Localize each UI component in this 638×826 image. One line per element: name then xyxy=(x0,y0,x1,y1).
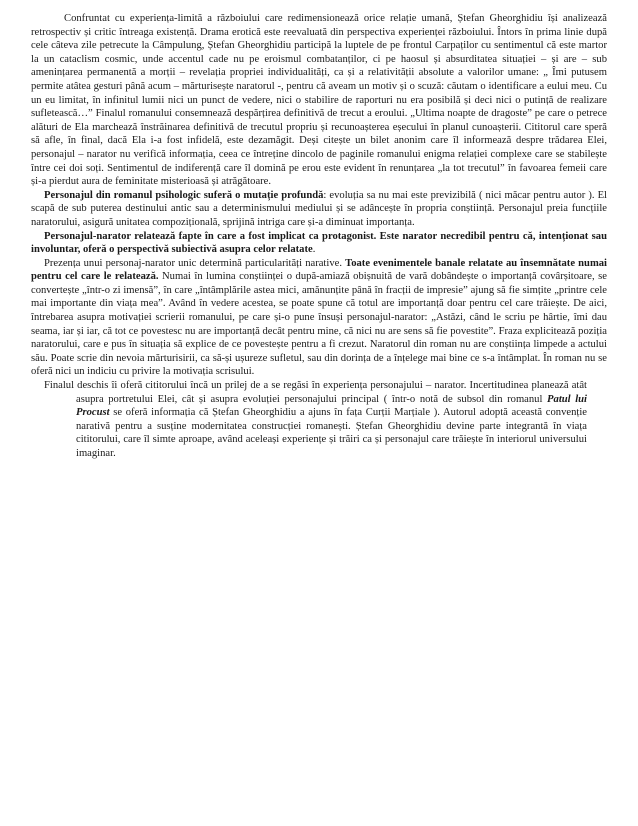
paragraph xyxy=(31,379,607,461)
text-run: . xyxy=(312,244,316,256)
text-run: Finalul deschis îi oferă cititorului încă un prilej de a se regăsi în experiența personajului – narator. Incertitudinea planează atât asupra portretului Elei, cât și asupra evoluției personajului principal ( într-o notă de subsol din romanul xyxy=(44,380,587,405)
paragraph xyxy=(31,12,607,189)
text-run: Numai în lumina conștiinței o după-amiază obișnuită de vară dobândește o importanță covârșitoare, se convertește „într-o zi imensă”, în care „întâmplările astea mici, amănunțite până în fracții de impresie” ajung să fie simțite „printre cele mai importante din viața mea”. Având în vedere acestea, se poate spune că totul are importanță doar pentru cel care trăiește. De aici, întrebarea asupra motivației scrierii romanului, pe care și-o pune însuși personajul-narator: „Astăzi, când le scriu pe hârtie, îmi dau seama, iar și iar, că tot ce povestesc nu are importanță decât pentru mine, că nici nu are sens să fie povestite”. Fraza explicitează poziția naratorului, care e pus în situația să explice de ce povestește pentru a fi crezut. Naratorul din roman nu are conștiința limpede a actului său. Poate scrie din nevoia mărturisirii, ca să-și ușureze sufletul, sau din dorința de a înțelege mai bine ce s-a întâmplat. În roman nu se oferă nici un indiciu cu privire la motivația scrisului. xyxy=(31,271,607,378)
paragraph xyxy=(31,230,607,257)
paragraph xyxy=(31,189,607,230)
bold-text-run: Personajul-narator relatează fapte în care a fost implicat ca protagonist. Este narator necredibil pentru că, intenționat sau involuntar, oferă o perspectivă subiectivă asupra celor relatate xyxy=(31,230,607,256)
text-run: : evoluția sa nu mai este previzibilă ( nici măcar pentru autor ). El scapă de sub puterea destinului antic sau a determinismului mediului și se adâncește în propria conștiință. Personajul preia funcțiile naratorului, asigură unitatea compozițională, sprijină intriga care și-a diminuat importanța. xyxy=(31,189,607,228)
bold-text-run: Toate evenimentele banale relatate au însemnătate numai pentru cel care le relatează. xyxy=(31,257,608,283)
bold-italic-text-run: Patul lui Procust xyxy=(76,393,587,419)
text-run: Confruntat cu experiența-limită a războiului care redimensionează orice relație umană, Ștefan Gheorghidiu își analizează retrospectiv și critic întreaga existență. Drama erotică este reevaluată din perspectiva experienței războiului. Întors în prima linie după cele câteva zile petrecute la Câmpulung, Ștefan Gheorghidiu participă la luptele de pe frontul Carpaților cu sentimentul că este martor la un cataclism cosmic, unde accentul cade nu pe eroismul combatanților, ci pe haosul și absurditatea situației – și are – sub amenințarea permanentă a morții – revelația propriei individualități, ca și a relativității absolute a valorilor umane: „ Îmi putusem permite atâtea gesturi până acum – mărturisește naratorul -, pentru că aveam un motiv și o scuză: căutam o identificare a eului meu. Cu un eu limitat, în infinitul lumii nici un punct de vedere, nici o stabilire de raporturi nu era posibilă și deci nici o putință de realizare sufletească…” Finalul romanului consemnează despărțirea definitivă de trecut a eroului. „Ultima noapte de dragoste” pe care o petrece alături de Ela marchează înstrăinarea definitivă de trecutul propriu și recunoașterea eșecului în planul cunoașterii. Cititorul care speră să afle, în final, dacă Ela i-a fost infidelă, este dezamăgit. Deși citește un bilet anonim care îl informează despre trădarea Elei, personajul – narator nu verifică informația, ceea ce întreține dincolo de paginile romanului enigma relației complexe care se stabilește între cei doi soți. Sentimentul de indiferență care îl domină pe erou este evident în renunțarea „la tot trecutul” în favoarea femeii care și-a pierdut aura de feminitate misterioasă și atrăgătoare. xyxy=(31,13,607,188)
paragraph xyxy=(31,257,607,379)
text-run: se oferă informația că Ștefan Gheorghidiu a ajuns în fața Curții Marțiale ). Autorul adoptă această convenție narativă pentru a susține modernitatea construcției romanești. Ștefan Gheorghidiu devine parte integrantă în viața cititorului, care îl simte aproape, având aceleași experiențe și trăiri ca și personajul care trăiește în interiorul universului imaginar. xyxy=(76,407,587,459)
text-run: Prezența unui personaj-narator unic determină particularități narative. xyxy=(44,257,346,269)
bold-text-run: Personajul din romanul psihologic suferă o mutație profundă xyxy=(44,189,324,201)
document-page xyxy=(31,12,607,461)
